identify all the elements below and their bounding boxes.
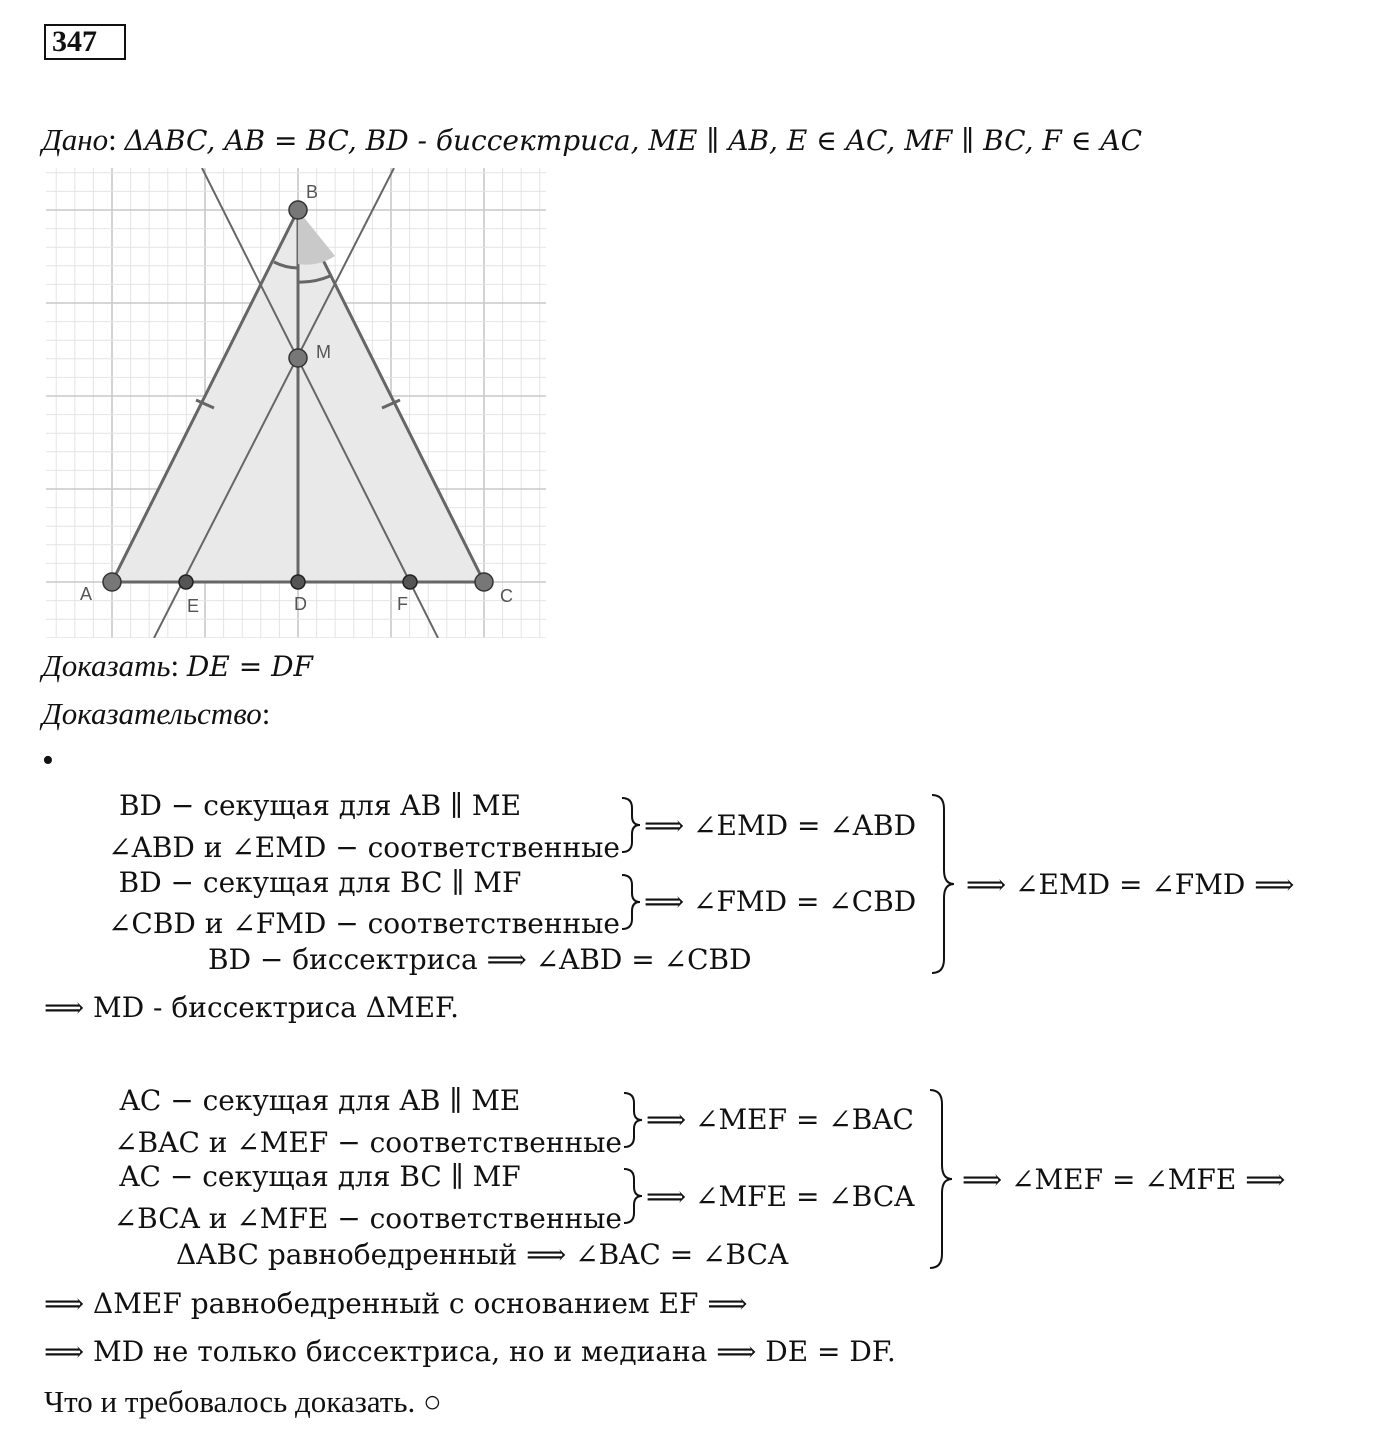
- label-e: E: [187, 596, 200, 616]
- prove-line: Доказать: DE = DF: [42, 648, 313, 683]
- label-a: A: [80, 584, 93, 604]
- label-b: B: [306, 182, 319, 202]
- label-c: C: [500, 586, 513, 606]
- b1-row1: BD − секущая для AB ∥ ME: [118, 789, 522, 822]
- b1-conclusion2: ⟹ ∠FMD = ∠CBD: [644, 885, 917, 918]
- final-line3: Что и требовалось доказать. ○: [44, 1384, 442, 1419]
- proof-heading: Доказательство:: [42, 696, 271, 731]
- label-d: D: [294, 594, 307, 614]
- b2-row3: AC − секущая для BC ∥ MF: [119, 1160, 521, 1193]
- b1-row3: BD − секущая для BC ∥ MF: [118, 866, 522, 899]
- b2-row4: ∠BCA и ∠MFE − соответственные: [113, 1202, 622, 1235]
- b1-final: ⟹ MD - биссектриса ΔMEF.: [44, 991, 460, 1024]
- problem-number: 347: [44, 24, 126, 60]
- b2-result: ⟹ ∠MEF = ∠MFE ⟹: [962, 1163, 1286, 1196]
- final-line2: ⟹ MD не только биссектриса, но и медиана ⟹ DE = DF.: [44, 1335, 896, 1368]
- brace-b1-big: [932, 795, 954, 973]
- prove-label: Доказать: [42, 648, 171, 683]
- brace-b1-small2: [622, 875, 640, 929]
- given-text: ΔABC, AB = BC, BD - биссектриса, ME ∥ AB, E ∈ AC, MF ∥ BC, F ∈ AC: [124, 124, 1142, 157]
- given-line: Дано: ΔABC, AB = BC, BD - биссектриса, ME ∥ AB, E ∈ AC, MF ∥ BC, F ∈ AC: [42, 122, 1142, 157]
- prove-text: DE = DF: [186, 650, 313, 683]
- brace-b1-small1: [622, 798, 640, 852]
- b2-conclusion1: ⟹ ∠MEF = ∠BAC: [646, 1103, 914, 1136]
- b2-conclusion2: ⟹ ∠MFE = ∠BCA: [646, 1180, 915, 1213]
- b2-row1: AC − секущая для AB ∥ ME: [119, 1084, 521, 1117]
- brace-b2-small2: [624, 1169, 642, 1223]
- final-line1: ⟹ ΔMEF равнобедренный с основанием EF ⟹: [44, 1287, 748, 1320]
- brace-b2-small1: [624, 1093, 642, 1147]
- b1-conclusion1: ⟹ ∠EMD = ∠ABD: [644, 809, 917, 842]
- b2-row5: ΔABC равнобедренный ⟹ ∠BAC = ∠BCA: [176, 1238, 789, 1271]
- b1-row4: ∠CBD и ∠FMD − соответственные: [107, 907, 620, 940]
- b2-row2: ∠BAC и ∠MEF − соответственные: [114, 1126, 622, 1159]
- b1-result: ⟹ ∠EMD = ∠FMD ⟹: [966, 868, 1295, 901]
- given-label: Дано: [42, 122, 109, 157]
- proof-label: Доказательство: [42, 696, 262, 731]
- label-m: M: [316, 342, 331, 362]
- bullet: •: [42, 742, 54, 779]
- brace-b2-big: [930, 1090, 952, 1268]
- b1-row5: BD − биссектриса ⟹ ∠ABD = ∠CBD: [208, 943, 752, 976]
- b1-row2: ∠ABD и ∠EMD − соответственные: [108, 831, 620, 864]
- label-f: F: [397, 594, 408, 614]
